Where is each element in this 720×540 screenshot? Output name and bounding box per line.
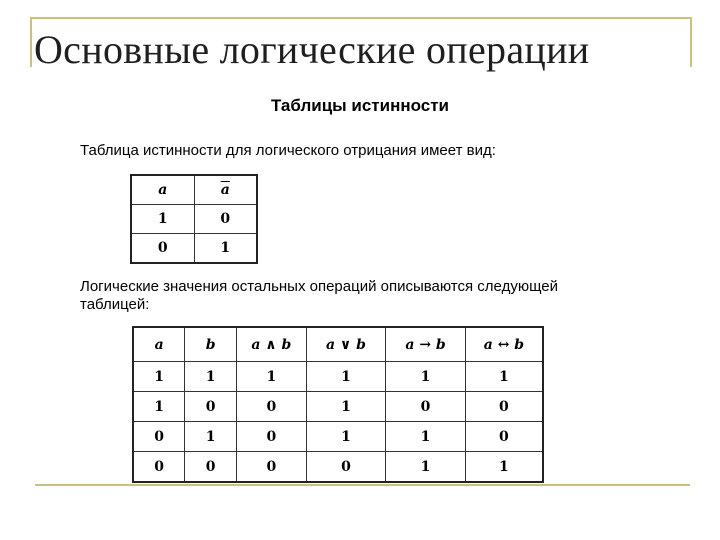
slide-subtitle: Таблицы истинности <box>270 96 450 115</box>
value-cell: 1 <box>237 362 307 392</box>
value-cell: 1 <box>386 362 466 392</box>
header-cell: a <box>133 327 185 362</box>
value-cell: 0 <box>465 392 543 422</box>
value-cell: 0 <box>194 205 257 234</box>
frame-bottom-line <box>35 484 690 486</box>
table-row <box>133 452 543 483</box>
frame-left-line <box>30 17 32 67</box>
table-row <box>133 362 543 392</box>
value-cell: 1 <box>465 452 543 483</box>
value-cell: 1 <box>131 205 194 234</box>
value-cell: 0 <box>465 422 543 452</box>
operations-description: Логические значения остальных операций описываются следующей таблицей: <box>80 278 558 313</box>
value-cell: 1 <box>306 362 386 392</box>
table-row <box>133 422 543 452</box>
table-row <box>131 205 257 234</box>
value-cell: 1 <box>194 234 257 264</box>
header-cell-negation: $\overline{a}$ <box>194 175 257 205</box>
value-cell: 1 <box>185 422 237 452</box>
value-cell: 0 <box>133 422 185 452</box>
value-cell: 1 <box>133 392 185 422</box>
negation-truth-table <box>130 174 258 264</box>
frame-right-line <box>690 17 692 67</box>
table-row <box>131 234 257 264</box>
value-cell: 1 <box>386 422 466 452</box>
slide-title: Основные логические операции <box>34 27 590 72</box>
header-cell: a ∨ b <box>306 327 386 362</box>
negation-description: Таблица истинности для логического отрицания имеет вид: <box>80 142 496 159</box>
value-cell: 1 <box>133 362 185 392</box>
value-cell: 0 <box>133 452 185 483</box>
frame-top-line <box>30 17 690 19</box>
value-cell: 1 <box>185 362 237 392</box>
value-cell: 0 <box>131 234 194 264</box>
value-cell: 0 <box>237 392 307 422</box>
value-cell: 0 <box>237 422 307 452</box>
value-cell: 1 <box>386 452 466 483</box>
value-cell: 1 <box>306 392 386 422</box>
table-row <box>133 392 543 422</box>
value-cell: 0 <box>306 452 386 483</box>
operations-truth-table <box>132 326 544 483</box>
value-cell: 0 <box>237 452 307 483</box>
value-cell: 0 <box>185 452 237 483</box>
value-cell: 1 <box>465 362 543 392</box>
value-cell: 1 <box>306 422 386 452</box>
header-cell: a <box>131 175 194 205</box>
header-cell: a ∧ b <box>237 327 307 362</box>
header-cell: a ↔ b <box>465 327 543 362</box>
value-cell: 0 <box>386 392 466 422</box>
header-cell: a → b <box>386 327 466 362</box>
value-cell: 0 <box>185 392 237 422</box>
header-cell: b <box>185 327 237 362</box>
